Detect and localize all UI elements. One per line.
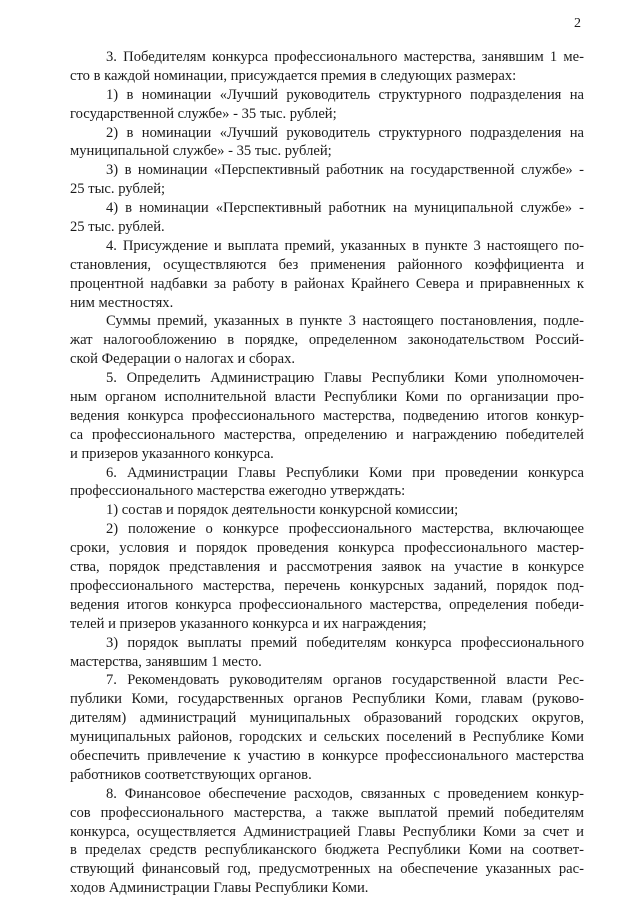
- text-line: Суммы премий, указанных в пункте 3 настоящего постановления, подле-: [106, 313, 584, 330]
- document-body: [70, 48, 584, 898]
- text-line: 3. Победителям конкурса профессионального мастерства, занявшим 1 ме-: [106, 49, 584, 65]
- text-line: ведения итогов конкурса профессионального мастерства, определения победи-: [70, 596, 584, 613]
- text-line: ходов Администрации Главы Республики Коми.: [70, 880, 369, 897]
- text-line: процентной надбавки за работу в районах Крайнего Севера и приравненных к: [70, 275, 584, 292]
- text-line: сто в каждой номинации, присуждается премия в следующих размерах:: [70, 67, 517, 84]
- text-line: 3) порядок выплаты премий победителям конкурса профессионального: [106, 634, 584, 651]
- text-line: са профессионального мастерства, определению и награждению победителей: [70, 426, 584, 443]
- text-line: 7. Рекомендовать руководителям органов государственной власти Рес-: [106, 672, 584, 689]
- text-line: 5. Определить Администрацию Главы Республики Коми уполномочен-: [106, 370, 584, 387]
- text-line: обеспечить привлечение к участию в конкурсе профессионального мастерства: [70, 747, 584, 764]
- text-line: мастерства, занявшим 1 место.: [70, 653, 262, 670]
- text-line: телей и призеров указанного конкурса и их награждения;: [70, 615, 427, 632]
- text-line: ской Федерации о налогах и сборах.: [70, 351, 296, 368]
- text-line: 1) состав и порядок деятельности конкурсной комиссии;: [106, 502, 459, 519]
- text-line: ведения конкурса профессионального мастерства, подведению итогов конкур-: [70, 407, 584, 424]
- text-line: конкурса, осуществляется Администрацией Главы Республики Коми за счет и: [70, 823, 584, 840]
- text-line: 4. Присуждение и выплата премий, указанных в пункте 3 настоящего по-: [106, 237, 584, 254]
- page-number: 2: [574, 16, 581, 31]
- text-line: ства, порядок представления и рассмотрения заявок на участие в конкурсе: [70, 559, 584, 576]
- text-line: становления, осуществляются без применения районного коэффициента и: [70, 256, 584, 273]
- text-line: ним местностях.: [70, 294, 174, 311]
- text-line: ным органом исполнительной власти Республики Коми по организации про-: [70, 389, 584, 406]
- text-line: 25 тыс. рублей;: [70, 181, 166, 198]
- text-line: государственной службе» - 35 тыс. рублей;: [70, 105, 337, 122]
- text-line: 1) в номинации «Лучший руководитель структурного подразделения на: [106, 86, 584, 103]
- text-line: муниципальной службе» - 35 тыс. рублей;: [70, 143, 332, 160]
- text-line: 3) в номинации «Перспективный работник на государственной службе» -: [106, 162, 584, 179]
- text-line: сов профессионального мастерства, а также выплатой премий победителям: [70, 804, 584, 821]
- text-line: и призеров указанного конкурса.: [70, 445, 274, 462]
- text-line: 6. Администрации Главы Республики Коми при проведении конкурса: [106, 464, 584, 481]
- text-line: дителям) администраций муниципальных образований городских округов,: [70, 710, 584, 727]
- text-line: 2) в номинации «Лучший руководитель структурного подразделения на: [106, 124, 584, 141]
- text-line: профессионального мастерства ежегодно утверждать:: [70, 483, 406, 500]
- text-line: сроки, условия и порядок проведения конкурса профессионального мастер-: [70, 540, 584, 557]
- text-line: 4) в номинации «Перспективный работник на муниципальной службе» -: [106, 200, 584, 217]
- text-line: муниципальных районов, городских и сельских поселений в Республике Коми: [70, 729, 584, 746]
- text-line: в пределах средств республиканского бюджета Республики Коми на соответ-: [70, 842, 584, 859]
- text-line: ствующий финансовый год, предусмотренных на обеспечение указанных рас-: [70, 861, 584, 878]
- text-line: работников соответствующих органов.: [70, 766, 312, 783]
- text-line: жат налогообложению в порядке, определенном законодательством Россий-: [70, 332, 584, 349]
- text-line: публики Коми, государственных органов Республики Коми, главам (руково-: [70, 691, 584, 708]
- text-line: 2) положение о конкурсе профессионального мастерства, включающее: [106, 521, 584, 538]
- text-line: 8. Финансовое обеспечение расходов, связанных с проведением конкур-: [106, 785, 584, 802]
- text-line: профессионального мастерства, перечень конкурсных заданий, порядок под-: [70, 577, 584, 594]
- text-line: 25 тыс. рублей.: [70, 219, 165, 236]
